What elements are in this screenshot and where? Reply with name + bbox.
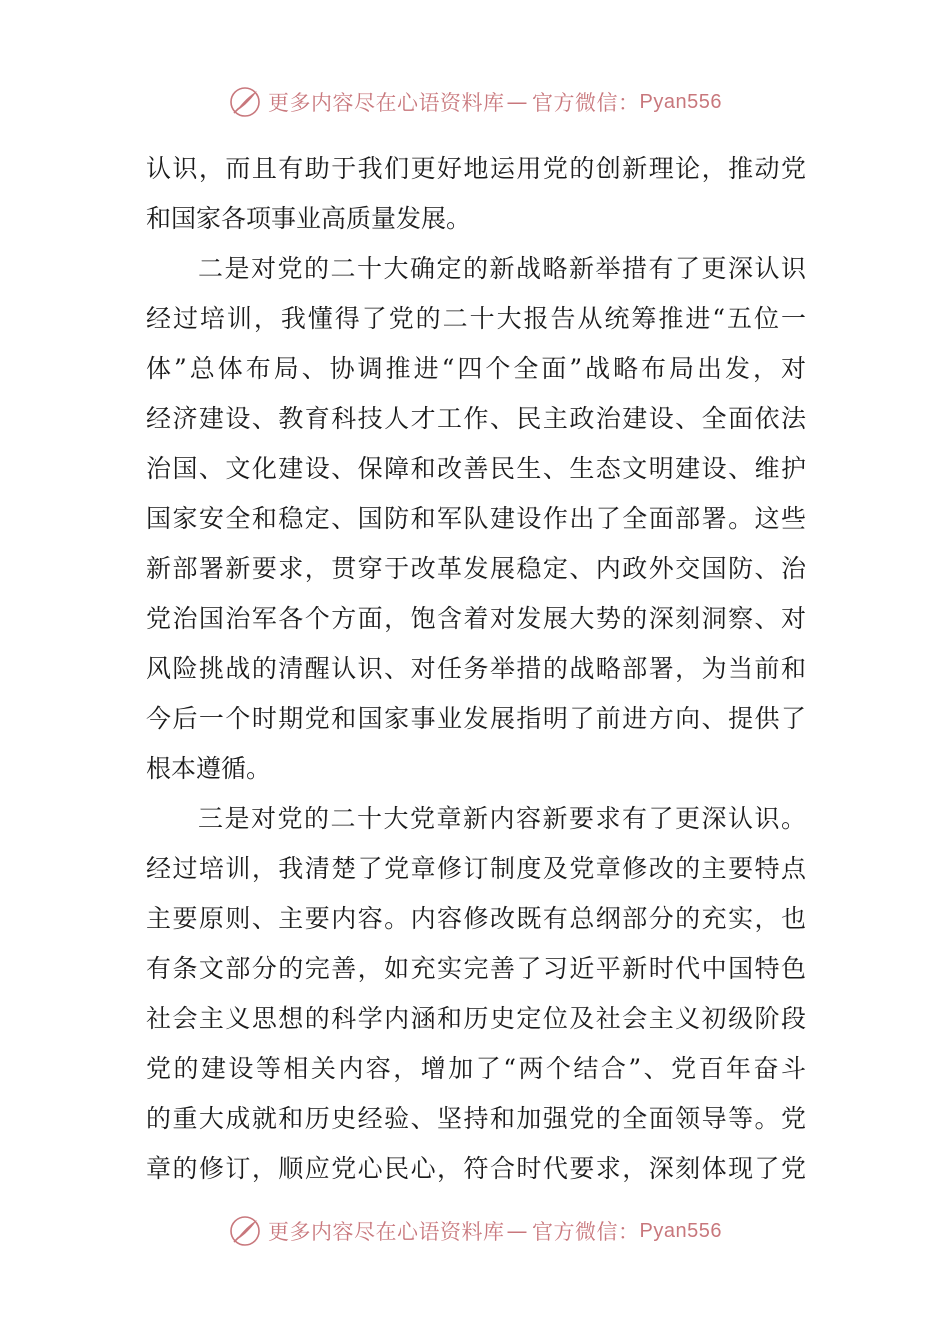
header-watermark bbox=[0, 80, 950, 124]
text-line: 党治国治军各个方面，饱含着对发展大势的深刻洞察、对 bbox=[146, 604, 806, 633]
watermark-site-text: 更多内容尽在心语资料库 bbox=[268, 1220, 505, 1244]
text-line: 国家安全和稳定、国防和军队建设作出了全面部署。这些 bbox=[146, 504, 806, 533]
watermark-separator: — bbox=[506, 1219, 529, 1243]
text-line: 二是对党的二十大确定的新战略新举措有了更深认识 bbox=[198, 254, 806, 283]
text-line: 和国家各项事业高质量发展。 bbox=[146, 204, 472, 233]
text-line: 党的建设等相关内容，增加了“两个结合”、党百年奋斗 bbox=[146, 1054, 806, 1083]
text-line: 风险挑战的清醒认识、对任务举措的战略部署，为当前和 bbox=[146, 654, 806, 683]
text-line: 三是对党的二十大党章新内容新要求有了更深认识。 bbox=[198, 804, 806, 833]
quill-pen-logo-icon bbox=[228, 1214, 262, 1248]
document-body bbox=[146, 144, 806, 1194]
footer-watermark bbox=[0, 1209, 950, 1253]
text-line: 经过培训，我懂得了党的二十大报告从统筹推进“五位一 bbox=[146, 304, 806, 333]
watermark-wechat-label: 官方微信： bbox=[532, 1220, 640, 1244]
text-line: 主要原则、主要内容。内容修改既有总纲部分的充实，也 bbox=[146, 904, 806, 933]
text-line: 社会主义思想的科学内涵和历史定位及社会主义初级阶段 bbox=[146, 1004, 806, 1033]
text-line: 的重大成就和历史经验、坚持和加强党的全面领导等。党 bbox=[146, 1104, 806, 1133]
text-line: 经过培训，我清楚了党章修订制度及党章修改的主要特点 bbox=[146, 854, 806, 883]
text-line: 认识，而且有助于我们更好地运用党的创新理论，推动党 bbox=[146, 154, 806, 183]
text-line: 章的修订，顺应党心民心，符合时代要求，深刻体现了党 bbox=[146, 1154, 806, 1183]
quill-pen-logo-icon bbox=[228, 85, 262, 119]
watermark-site-text: 更多内容尽在心语资料库 bbox=[268, 91, 505, 115]
text-line: 经济建设、教育科技人才工作、民主政治建设、全面依法 bbox=[146, 404, 806, 433]
watermark-wechat-id: Pyan556 bbox=[639, 1219, 722, 1242]
text-line: 今后一个时期党和国家事业发展指明了前进方向、提供了 bbox=[146, 704, 806, 733]
text-line: 新部署新要求，贯穿于改革发展稳定、内政外交国防、治 bbox=[146, 554, 806, 583]
watermark-separator: — bbox=[506, 90, 529, 114]
text-line: 治国、文化建设、保障和改善民生、生态文明建设、维护 bbox=[146, 454, 806, 483]
text-line: 体”总体布局、协调推进“四个全面”战略布局出发，对 bbox=[146, 354, 806, 383]
text-line: 根本遵循。 bbox=[146, 754, 272, 783]
watermark-wechat-id: Pyan556 bbox=[639, 90, 722, 113]
watermark-wechat-label: 官方微信： bbox=[532, 91, 640, 115]
text-line: 有条文部分的完善，如充实完善了习近平新时代中国特色 bbox=[146, 954, 806, 983]
